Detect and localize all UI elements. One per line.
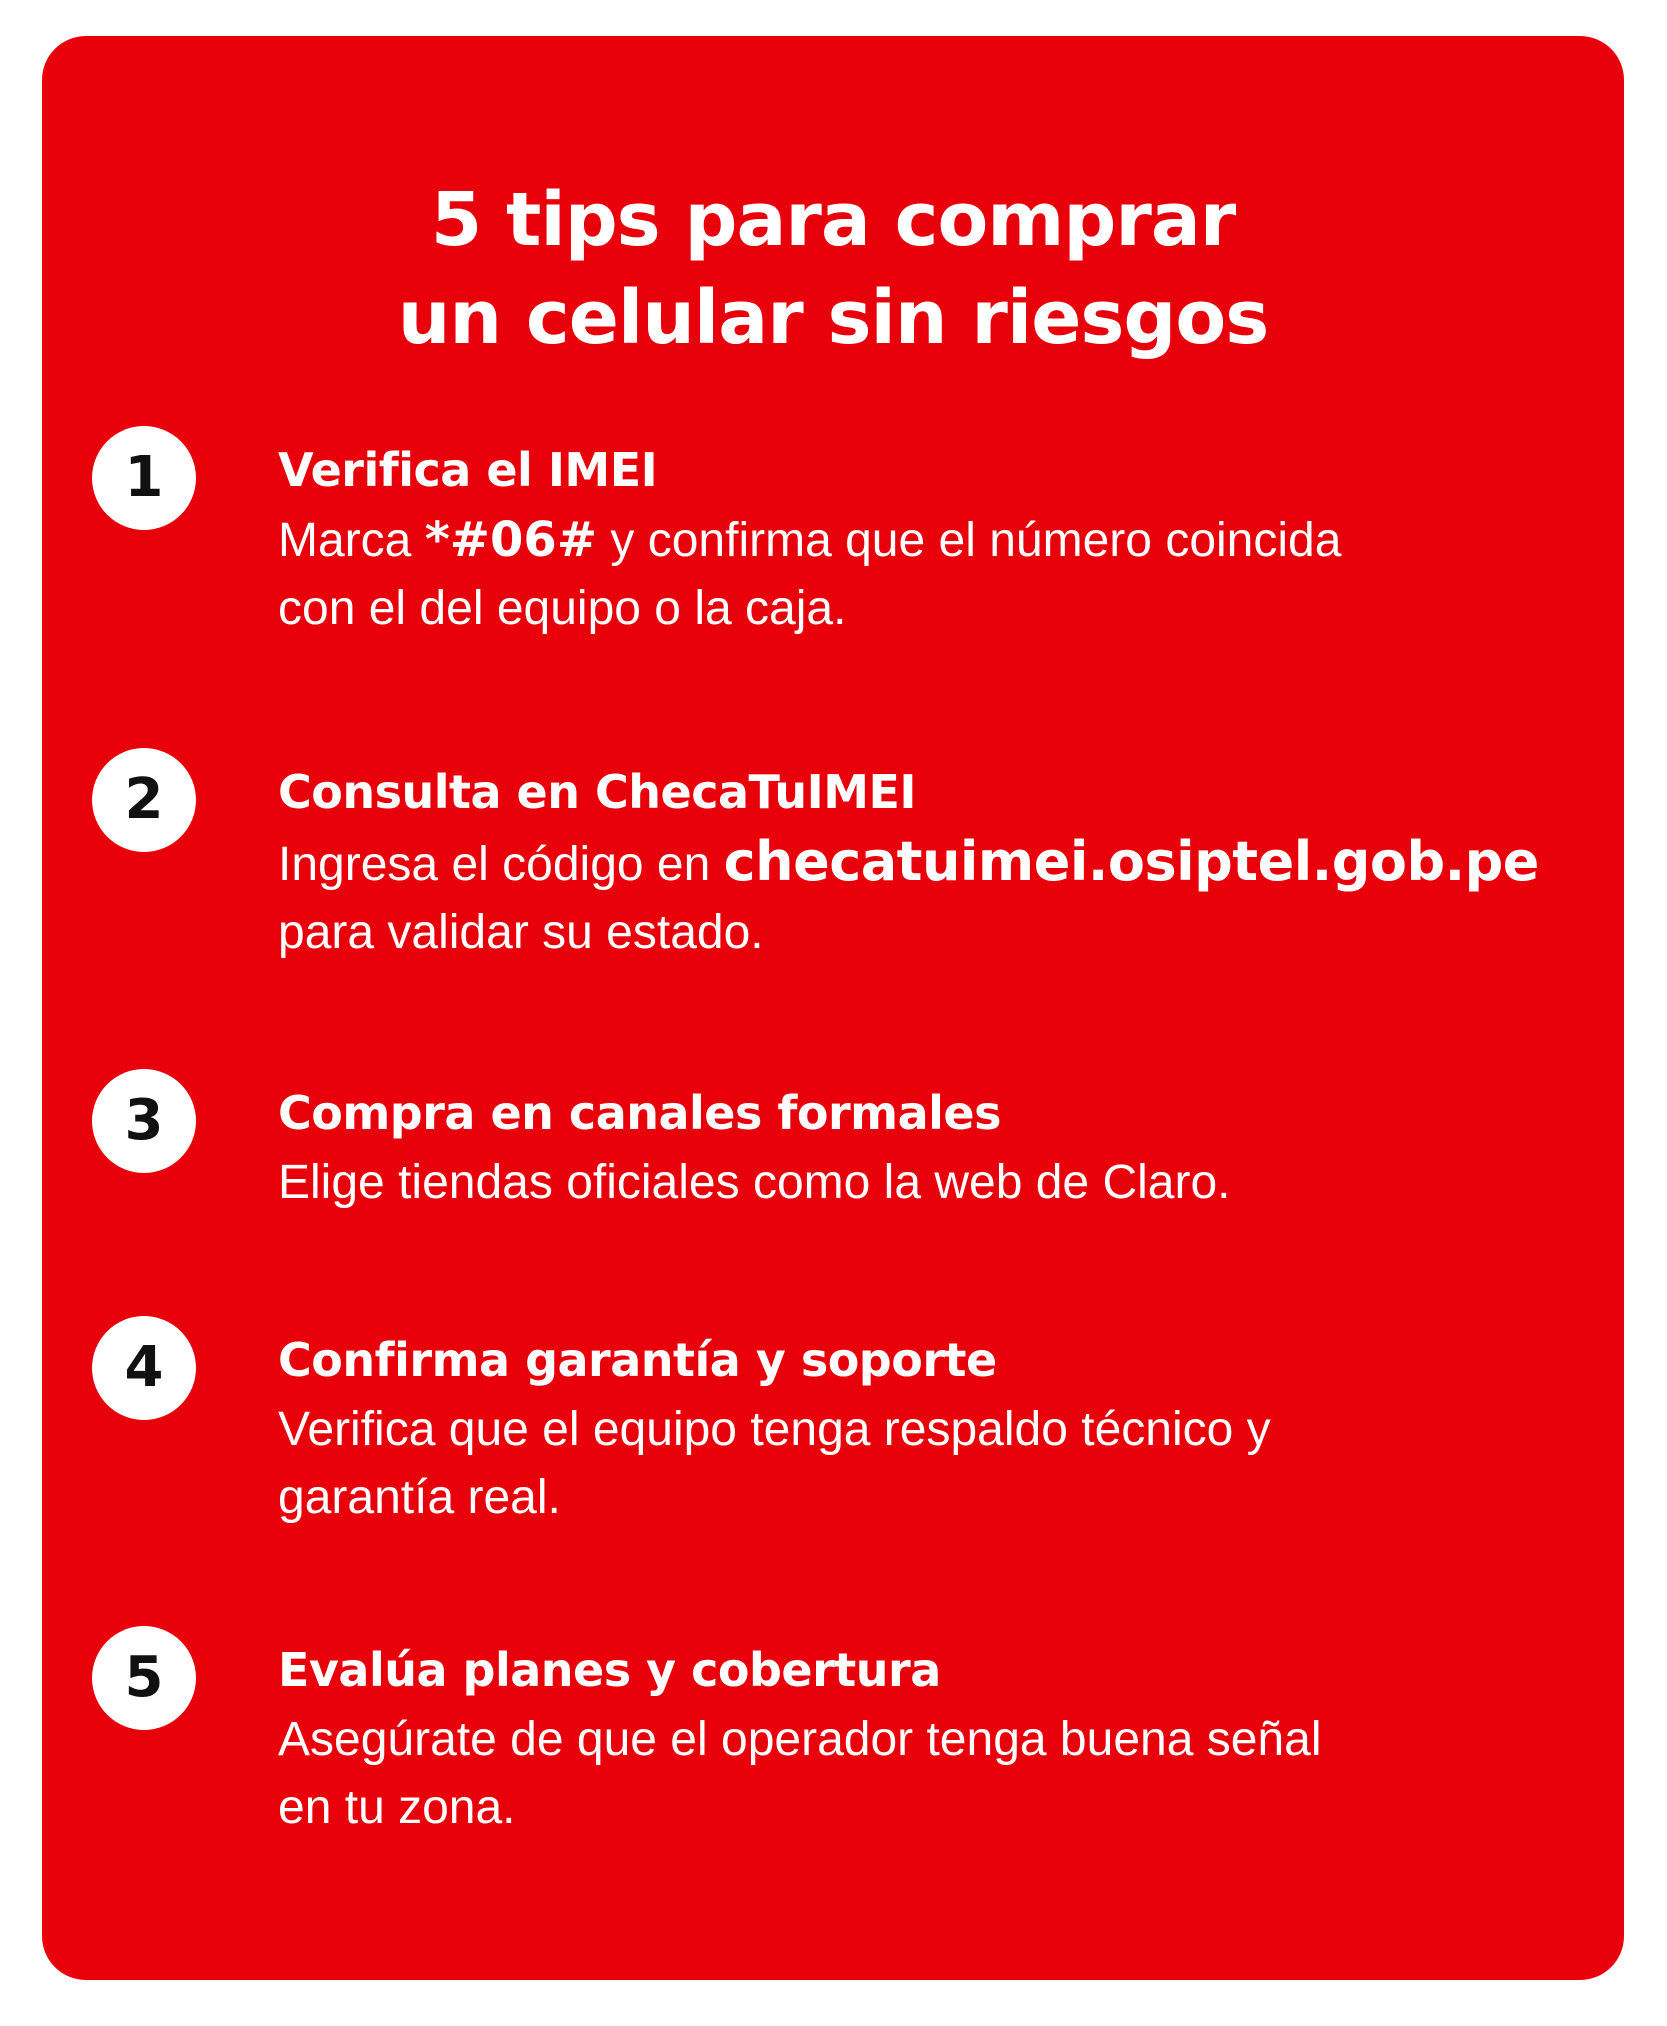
tip-number-badge: 2 — [92, 748, 196, 852]
title-line-1: 5 tips para comprar — [430, 177, 1236, 263]
tip-text: Marca — [278, 514, 425, 567]
osiptel-link[interactable]: checatuimei.osiptel.gob.pe — [723, 830, 1539, 893]
tip-text: para validar su estado. — [278, 906, 764, 959]
tip-description — [278, 828, 1578, 967]
tip-heading: Confirma garantía y soporte — [278, 1333, 997, 1387]
tip-description — [278, 506, 1578, 643]
tip-text: Verifica que el equipo tenga respaldo técnico y — [278, 1403, 1271, 1456]
tip-text: Ingresa el código en — [278, 838, 724, 891]
tip-description — [278, 1149, 1578, 1217]
title-line-2: un celular sin riesgos — [397, 275, 1269, 361]
tip-description — [278, 1396, 1578, 1532]
tip-text: Asegúrate de que el operador tenga buena señal — [278, 1713, 1322, 1766]
tip-text: Elige tiendas oficiales como la web de Claro. — [278, 1156, 1231, 1209]
tip-number-badge: 1 — [92, 426, 196, 530]
tip-text: con el del equipo o la caja. — [278, 582, 847, 635]
tip-number-badge: 3 — [92, 1069, 196, 1173]
tip-heading: Verifica el IMEI — [278, 443, 658, 497]
tip-text: garantía real. — [278, 1471, 561, 1524]
tip-text: y confirma que el número coincida — [597, 514, 1342, 567]
tip-heading: Evalúa planes y cobertura — [278, 1643, 941, 1697]
tips-card — [42, 36, 1624, 1980]
tip-text: en tu zona. — [278, 1781, 516, 1834]
page-title — [42, 171, 1624, 367]
tip-description — [278, 1706, 1578, 1842]
tip-heading: Consulta en ChecaTuIMEI — [278, 765, 917, 819]
imei-code: *#06# — [424, 512, 598, 568]
tip-number-badge: 4 — [92, 1316, 196, 1420]
tip-heading: Compra en canales formales — [278, 1086, 1001, 1140]
tip-number-badge: 5 — [92, 1626, 196, 1730]
